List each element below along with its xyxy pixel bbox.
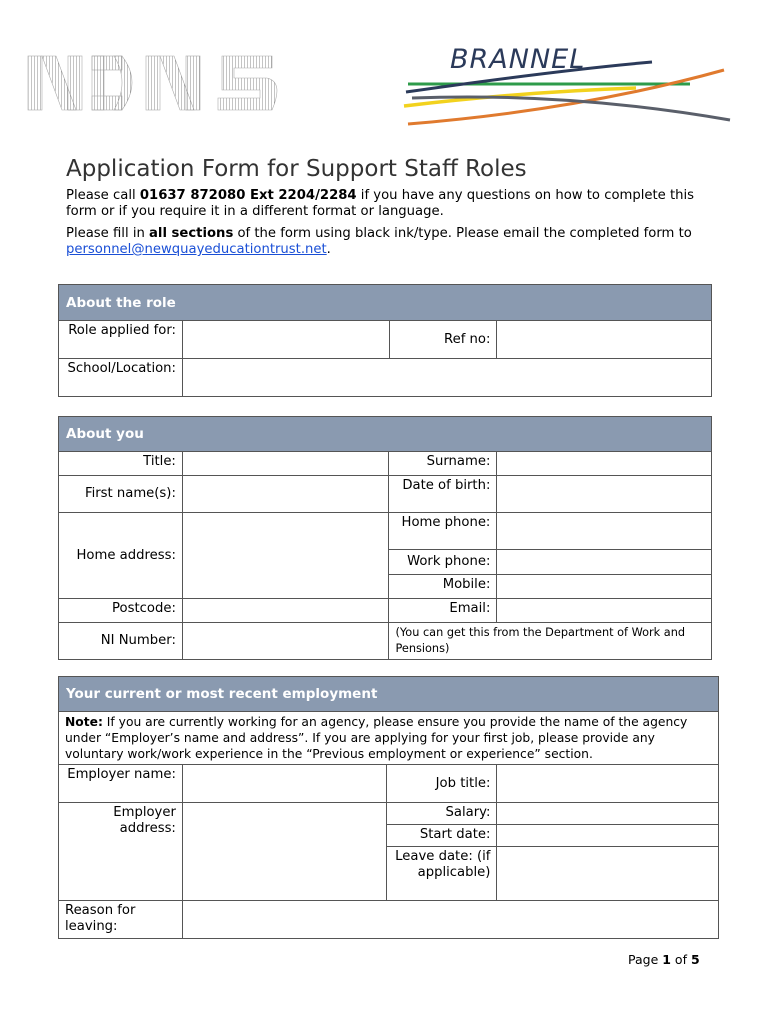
page-number: Page 1 of 5 <box>628 952 700 967</box>
school-location-label: School/Location: <box>59 359 183 397</box>
email-link[interactable]: personnel@newquayeducationtrust.net <box>66 242 327 257</box>
mobile-label: Mobile: <box>389 575 497 599</box>
start-date-field[interactable] <box>497 825 719 847</box>
school-location-field[interactable] <box>182 359 711 397</box>
section-header-employment: Your current or most recent employment <box>59 677 719 712</box>
employer-address-label: Employer address: <box>59 803 183 901</box>
role-applied-field[interactable] <box>182 321 389 359</box>
surname-label: Surname: <box>389 452 497 476</box>
employment-note: Note: If you are currently working for an agency, please ensure you provide the name of the agency under “Employer’s name and address”. If you are applying for your first job, please provide any voluntary work/work experience in the “Previous employment or experience” section. <box>59 712 719 765</box>
about-role-table <box>58 284 712 397</box>
dob-field[interactable] <box>497 476 712 513</box>
employer-address-field[interactable] <box>182 803 387 901</box>
page-title: Application Form for Support Staff Roles <box>66 156 527 182</box>
dob-label: Date of birth: <box>389 476 497 513</box>
section-header-about-role: About the role <box>59 285 712 321</box>
title-label: Title: <box>59 452 183 476</box>
home-phone-field[interactable] <box>497 513 712 550</box>
employer-name-label: Employer name: <box>59 765 183 803</box>
salary-label: Salary: <box>387 803 497 825</box>
reason-leaving-field[interactable] <box>182 901 718 939</box>
first-name-label: First name(s): <box>59 476 183 513</box>
postcode-field[interactable] <box>182 599 389 623</box>
ni-number-note: (You can get this from the Department of Work and Pensions) <box>389 623 712 660</box>
start-date-label: Start date: <box>387 825 497 847</box>
first-name-field[interactable] <box>182 476 389 513</box>
postcode-label: Postcode: <box>59 599 183 623</box>
home-address-label: Home address: <box>59 513 183 599</box>
phone-number: 01637 872080 Ext 2204/2284 <box>139 188 357 203</box>
mobile-field[interactable] <box>497 575 712 599</box>
job-title-label: Job title: <box>387 765 497 803</box>
about-you-table <box>58 416 712 660</box>
intro-contact: Please call 01637 872080 Ext 2204/2284 if you have any questions on how to complete this form or if you require it in a different format or language. <box>66 188 695 219</box>
ref-no-field[interactable] <box>497 321 712 359</box>
leave-date-field[interactable] <box>497 847 719 901</box>
email-field[interactable] <box>497 599 712 623</box>
ni-number-field[interactable] <box>182 623 389 660</box>
salary-field[interactable] <box>497 803 719 825</box>
section-header-about-you: About you <box>59 417 712 452</box>
role-applied-label: Role applied for: <box>59 321 183 359</box>
home-phone-label: Home phone: <box>389 513 497 550</box>
employment-table <box>58 676 719 939</box>
ni-number-label: NI Number: <box>59 623 183 660</box>
ndn-logo <box>22 42 292 132</box>
job-title-field[interactable] <box>497 765 719 803</box>
ref-no-label: Ref no: <box>389 321 497 359</box>
email-label: Email: <box>389 599 497 623</box>
intro-instructions: Please fill in all sections of the form using black ink/type. Please email the completed form to personnel@newquayeducationtrust.net. <box>66 226 692 257</box>
brand-name: BRANNEL <box>450 44 586 75</box>
title-field[interactable] <box>182 452 389 476</box>
employer-name-field[interactable] <box>182 765 387 803</box>
work-phone-label: Work phone: <box>389 550 497 575</box>
home-address-field[interactable] <box>182 513 389 599</box>
surname-field[interactable] <box>497 452 712 476</box>
work-phone-field[interactable] <box>497 550 712 575</box>
leave-date-label: Leave date: (if applicable) <box>387 847 497 901</box>
reason-leaving-label: Reason for leaving: <box>59 901 183 939</box>
